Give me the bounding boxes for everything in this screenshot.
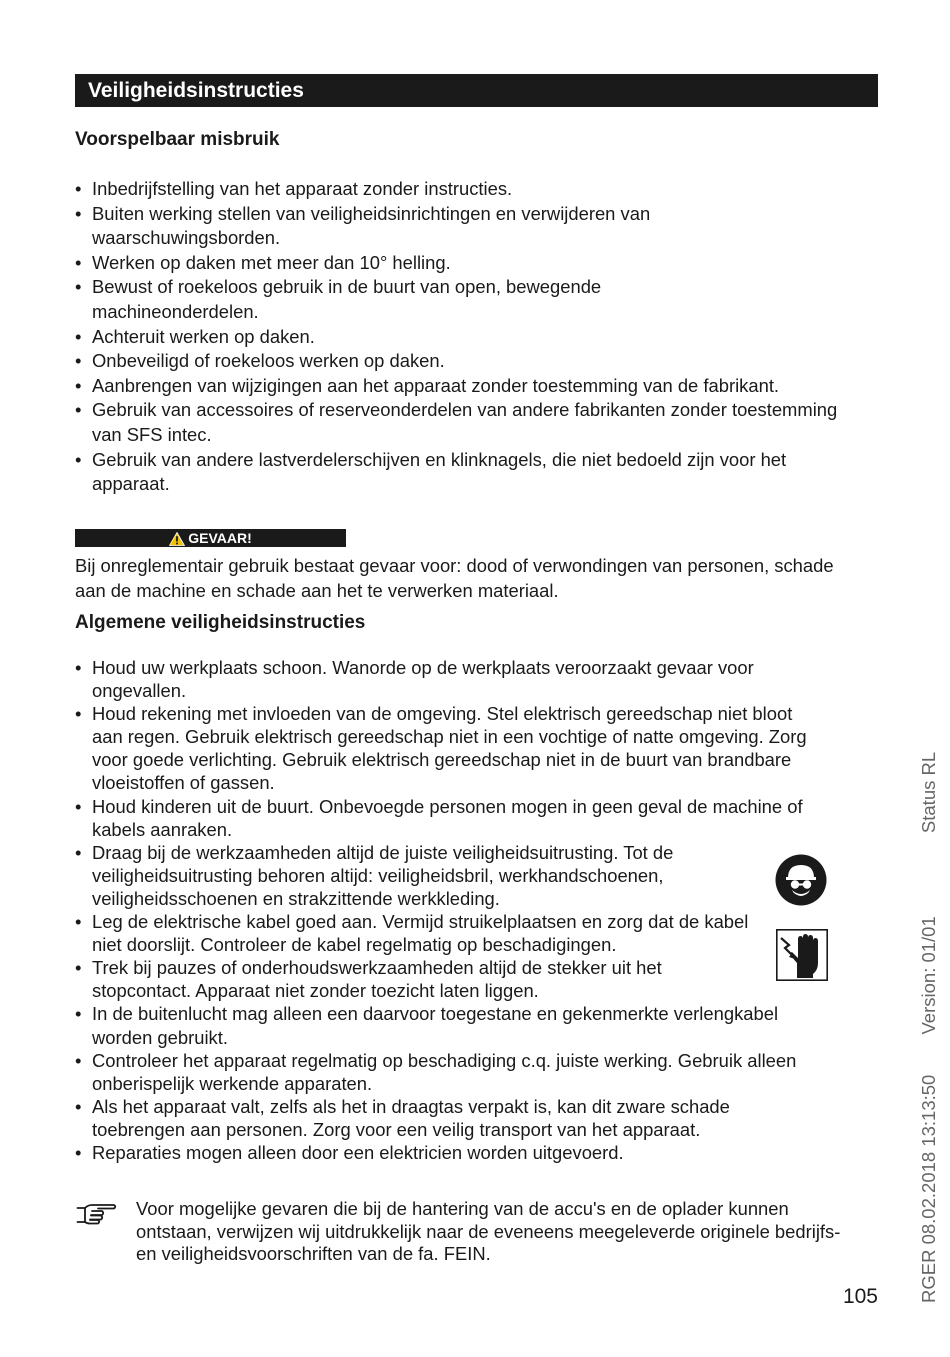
general-heading: Algemene veiligheidsinstructies [75,612,366,633]
list-item: • Reparaties mogen alleen door een elektricien worden uitgevoerd. [75,1141,820,1164]
list-item: • Draag bij de werkzaamheden altijd de juiste veiligheidsuitrusting. Tot de veiligheidsuitrusting behoren altijd: veiligheidsbril, werkhandschoenen, veiligheidsschoenen en strakzittende werkkleding. [75,841,820,910]
print-timestamp: RGER 08.02.2018 13:13:50 [918,1074,939,1303]
misuse-heading: Voorspelbaar misbruik [75,129,280,150]
misuse-list [75,177,850,497]
list-item: • Onbeveiligd of roekeloos werken op daken. [75,349,850,374]
list-item: • Inbedrijfstelling van het apparaat zonder instructies. [75,177,850,202]
list-item: • Bewust of roekeloos gebruik in de buurt van open, bewegende machineonderdelen. [75,275,850,324]
danger-text: Bij onreglementair gebruik bestaat gevaar voor: dood of verwondingen van personen, schade aan de machine en schade aan het te verwerken materiaal. [75,555,834,601]
section-title-bar [75,74,878,107]
section-title: Veiligheidsinstructies [88,79,304,102]
list-item: • Gebruik van accessoires of reserveonderdelen van andere fabrikanten zonder toestemming van SFS intec. [75,398,850,447]
document-version: Version: 01/01 [918,916,939,1035]
list-item: • Gebruik van andere lastverdelerschijven en klinknagels, die niet bedoeld zijn voor het apparaat. [75,448,850,497]
pointing-hand-icon [76,1203,118,1225]
list-item: • Controleer het apparaat regelmatig op beschadiging c.q. juiste werking. Gebruik alleen onberispelijk werkende apparaten. [75,1049,820,1095]
electric-shock-hand-icon [776,929,828,981]
list-item: • Buiten werking stellen van veiligheidsinrichtingen en verwijderen van waarschuwingsborden. [75,202,850,251]
document-status: Status RL [918,751,939,834]
list-item: • Aanbrengen van wijzigingen aan het apparaat zonder toestemming van de fabrikant. [75,374,850,399]
list-item: • Werken op daken met meer dan 10° helling. [75,251,850,276]
list-item: • Leg de elektrische kabel goed aan. Vermijd struikelplaatsen en zorg dat de kabel niet doorslijt. Controleer de kabel regelmatig op beschadigingen. [75,910,820,956]
side-margin-text [919,752,939,1303]
list-item: • Houd kinderen uit de buurt. Onbevoegde personen mogen in geen geval de machine of kabels aanraken. [75,795,820,841]
warning-triangle-icon [169,532,185,546]
page-number: 105 [842,1285,878,1308]
list-item: • Houd uw werkplaats schoon. Wanorde op de werkplaats veroorzaakt gevaar voor ongevallen. [75,656,820,702]
list-item: • Trek bij pauzes of onderhoudswerkzaamheden altijd de stekker uit het stopcontact. Apparaat niet zonder toezicht laten liggen. [75,956,820,1002]
list-item: • Als het apparaat valt, zelfs als het in draagtas verpakt is, kan dit zware schade toebrengen aan personen. Zorg voor een veilig transport van het apparaat. [75,1095,820,1141]
ppe-helmet-goggles-icon [775,854,827,906]
note-text: Voor mogelijke gevaren die bij de hantering van de accu's en de oplader kunnen ontstaan, verwijzen wij uitdrukkelijk naar de eveneens meegeleverde originele bedrijfs- en veiligheidsvoorschriften van de fa. FEIN. [136,1198,841,1265]
general-list [75,656,820,1164]
list-item: • Achteruit werken op daken. [75,325,850,350]
danger-label-bar [75,529,346,547]
list-item: • Houd rekening met invloeden van de omgeving. Stel elektrisch gereedschap niet bloot aan regen. Gebruik elektrisch gereedschap niet in een vochtige of natte omgeving. Zorg voor goede verlichting. Gebruik elektrisch gereedschap niet in de buurt van brandbare vloeistoffen of gassen. [75,702,820,794]
list-item: • In de buitenlucht mag alleen een daarvoor toegestane en gekenmerkte verlengkabel worden gebruikt. [75,1002,820,1048]
danger-label: GEVAAR! [188,530,252,546]
